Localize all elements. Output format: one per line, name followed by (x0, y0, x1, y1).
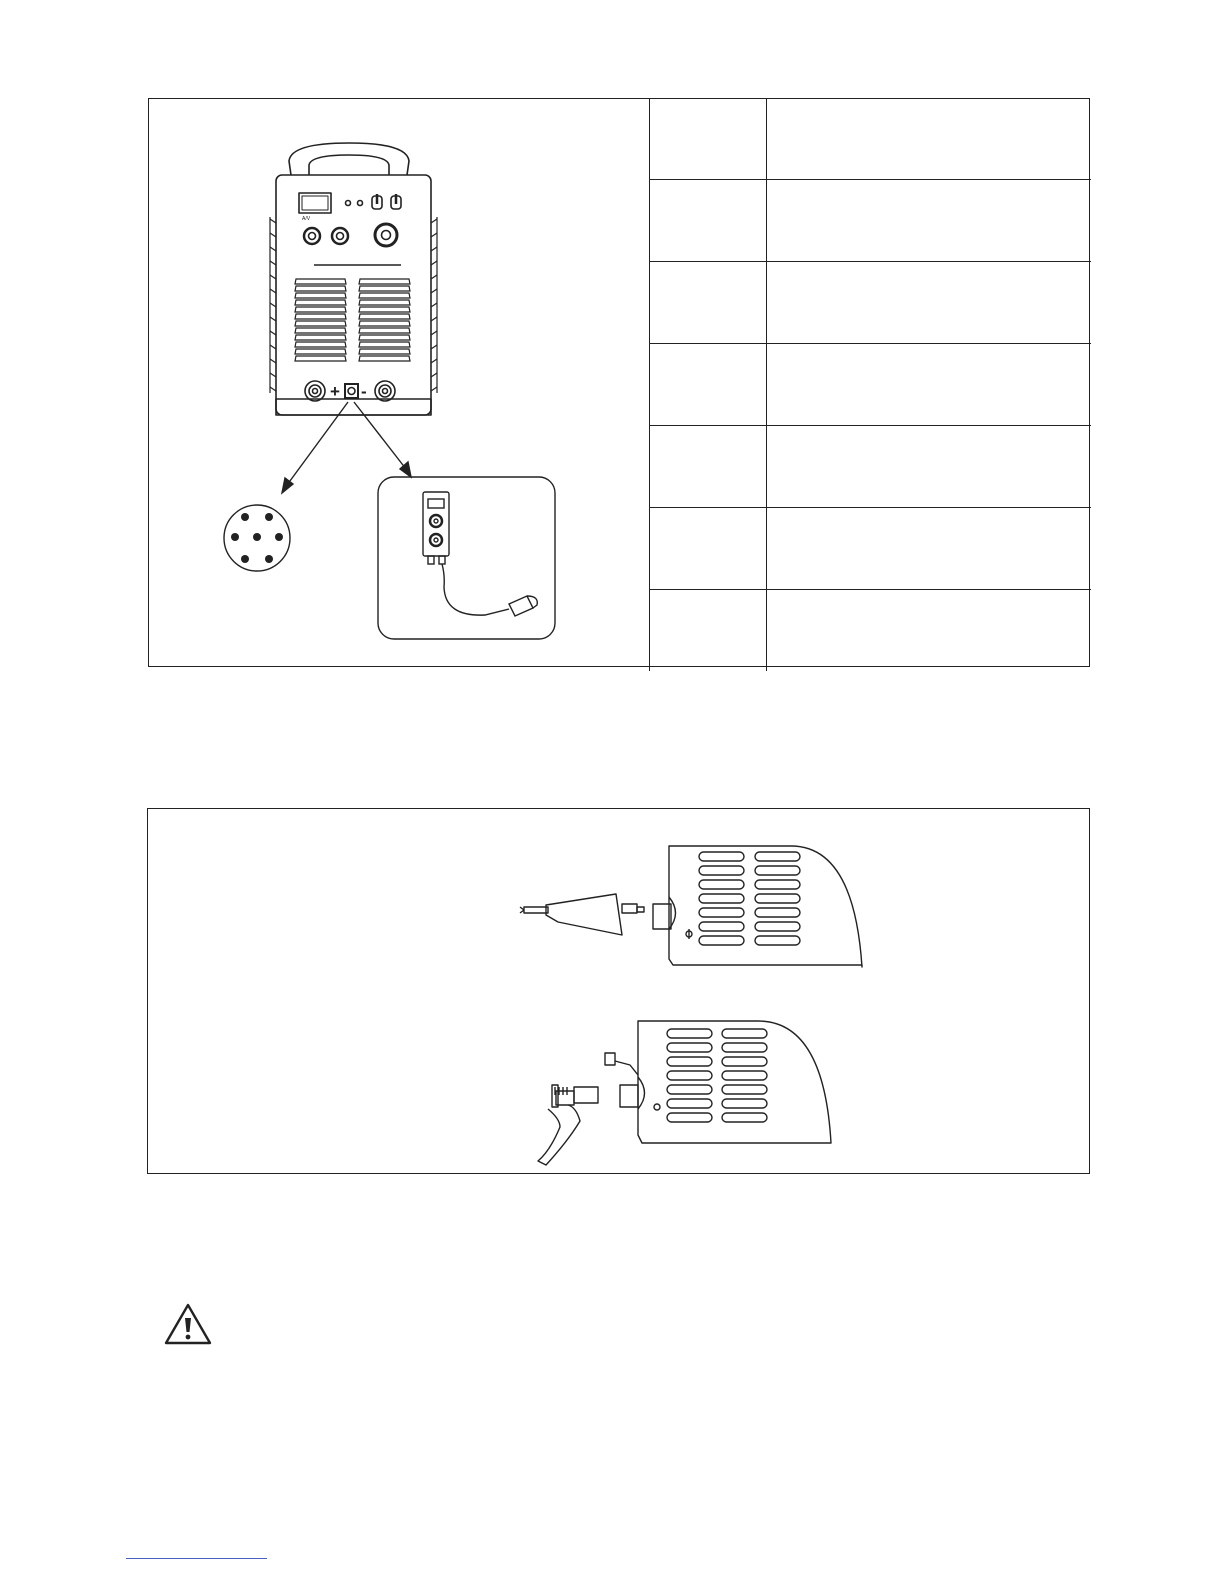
pin-number-cell (650, 507, 767, 589)
footer-rule (126, 1558, 267, 1559)
table-row (650, 179, 1092, 261)
remote-pin-table (649, 98, 1091, 671)
pin-number-cell (650, 98, 767, 180)
table-row (650, 589, 1092, 671)
plus-sign: + (330, 382, 340, 401)
pin-number-cell (650, 343, 767, 425)
pin-description-cell (767, 425, 1092, 507)
pin-description-cell (767, 507, 1092, 589)
table-row (650, 343, 1092, 425)
remote-socket-pin-diagram (224, 505, 290, 571)
table-row (650, 98, 1092, 180)
pin-number-cell (650, 425, 767, 507)
pin-number-cell (650, 261, 767, 343)
warning-triangle-icon (163, 1302, 213, 1346)
torch-connection-illustration (148, 809, 1091, 1175)
pin-description-cell (767, 98, 1092, 180)
welding-machine-front-illustration (149, 99, 649, 668)
pin-number-cell (650, 589, 767, 671)
pin-description-cell (767, 589, 1092, 671)
table-row (650, 507, 1092, 589)
table-row (650, 425, 1092, 507)
pin-description-cell (767, 343, 1092, 425)
pin-description-cell (767, 261, 1092, 343)
minus-sign: - (361, 382, 367, 401)
display-label: A/V (302, 216, 311, 222)
table-row (650, 261, 1092, 343)
pin-number-cell (650, 179, 767, 261)
front-panel-figure-box (148, 98, 1090, 667)
pin-description-cell (767, 179, 1092, 261)
torch-connection-figure-box (147, 808, 1090, 1174)
